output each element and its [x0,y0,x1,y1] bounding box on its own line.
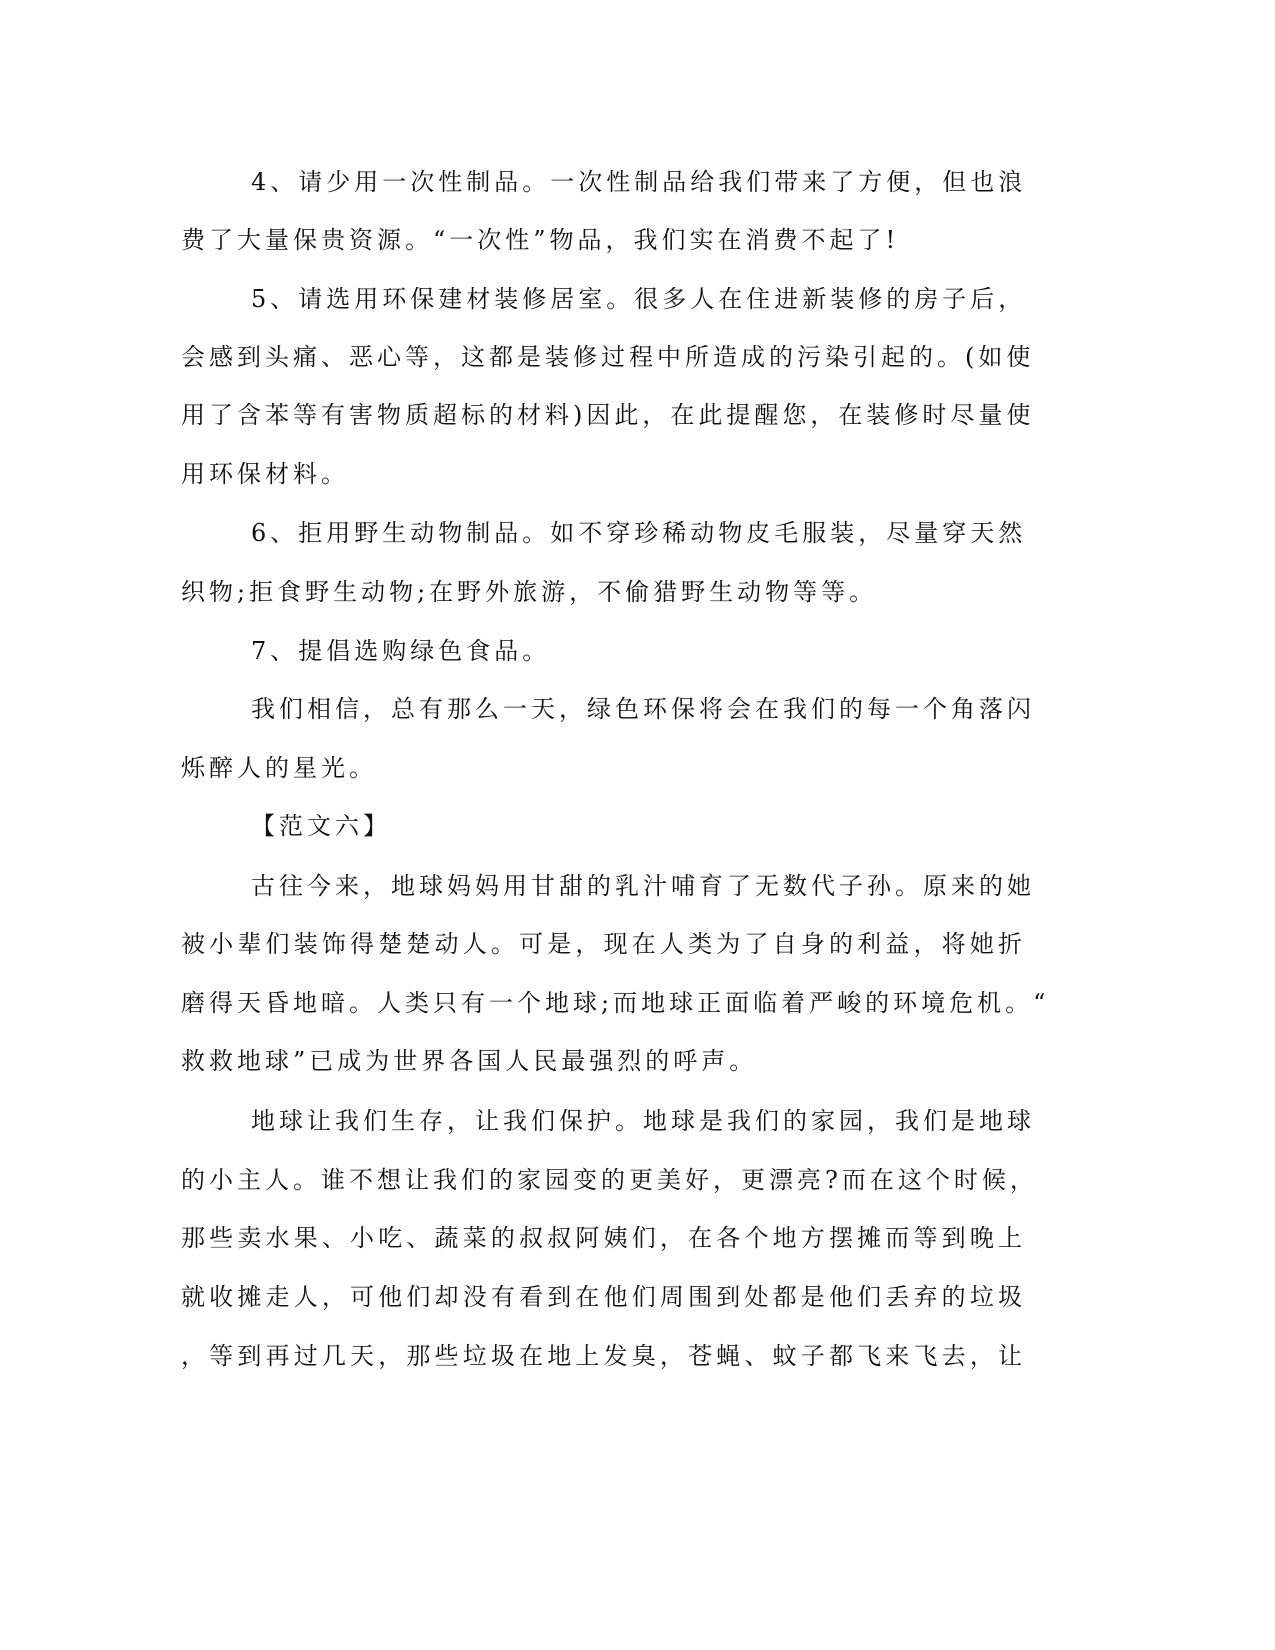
paragraph-line: 7、提倡选购绿色食品。 [251,637,551,665]
paragraph-line: 4、请少用一次性制品。一次性制品给我们带来了方便，但也浪 [251,168,1027,196]
paragraph-line: 就收摊走人，可他们却没有看到在他们周围到处都是他们丢弃的垃圾 [181,1283,1026,1311]
paragraph-line: ，等到再过几天，那些垃圾在地上发臭，苍蝇、蚊子都飞来飞去，让 [181,1342,1026,1370]
paragraph-line: 被小辈们装饰得楚楚动人。可是，现在人类为了自身的利益，将她折 [181,930,1026,958]
paragraph-line: 用了含苯等有害物质超标的材料)因此，在此提醒您，在装修时尽量使 [181,401,1035,429]
paragraph-line: 我们相信，总有那么一天，绿色环保将会在我们的每一个角落闪 [251,695,1035,723]
paragraph-line: 6、拒用野生动物制品。如不穿珍稀动物皮毛服装，尽量穿天然 [251,519,1027,547]
paragraph-line: 的小主人。谁不想让我们的家园变的更美好，更漂亮?而在这个时候， [181,1166,1038,1194]
paragraph-line: 古往今来，地球妈妈用甘甜的乳汁哺育了无数代子孙。原来的她 [251,872,1035,900]
paragraph-line: 会感到头痛、恶心等，这都是装修过程中所造成的污染引起的。(如使 [181,343,1035,371]
paragraph-line: 地球让我们生存，让我们保护。地球是我们的家园，我们是地球 [251,1107,1035,1135]
paragraph-line: 磨得天昏地暗。人类只有一个地球;而地球正面临着严峻的环境危机。“ [181,989,1050,1017]
paragraph-line: 救救地球”已成为世界各国人民最强烈的呼声。 [181,1047,758,1075]
paragraph-line: 烁醉人的星光。 [181,754,377,782]
section-heading: 【范文六】 [251,812,391,840]
paragraph-line: 5、请选用环保建材装修居室。很多人在住进新装修的房子后， [251,285,1027,313]
paragraph-line: 织物;拒食野生动物;在野外旅游，不偷猎野生动物等等。 [181,578,878,606]
paragraph-line: 用环保材料。 [181,460,349,488]
paragraph-line: 费了大量保贵资源。“一次性”物品，我们实在消费不起了! [181,226,900,254]
paragraph-line: 那些卖水果、小吃、蔬菜的叔叔阿姨们，在各个地方摆摊而等到晚上 [181,1224,1026,1252]
